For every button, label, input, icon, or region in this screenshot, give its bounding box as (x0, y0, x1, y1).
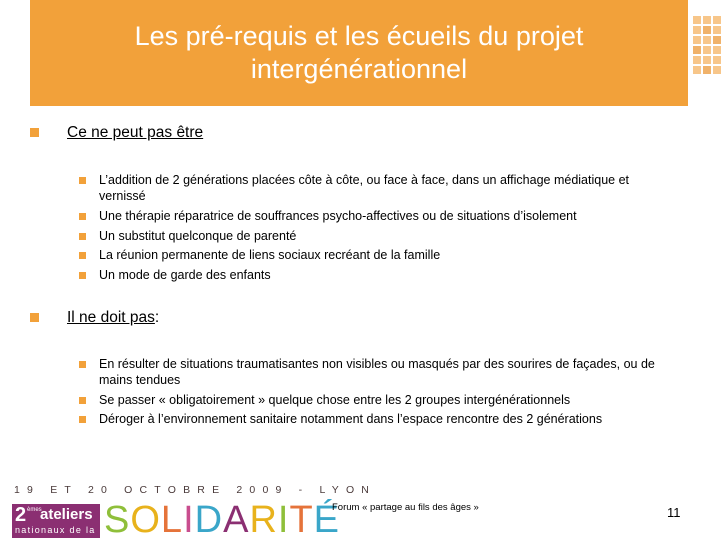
logo-number: 2 (15, 504, 27, 526)
logo-letter: I (183, 499, 195, 541)
bullet-square-icon (30, 313, 39, 322)
bullet-square-icon (79, 397, 86, 404)
logo-letter: T (289, 499, 314, 541)
section-heading-cannot-be (67, 124, 203, 142)
logo-superscript: èmes (27, 507, 42, 513)
event-dates: 19 ET 20 OCTOBRE 2009 - LYON (14, 484, 377, 496)
bullet-square-icon (79, 233, 86, 240)
heading-text: Ce ne peut pas être (67, 124, 204, 141)
list-item: Un substitut quelconque de parenté (99, 229, 297, 243)
decorative-square-pattern (693, 16, 723, 76)
slide-title: Les pré-requis et les écueils du projet intergénérationnel (134, 21, 584, 84)
solidarite-logo (12, 499, 341, 542)
bullet-square-icon (79, 177, 86, 184)
bullet-square-icon (79, 416, 86, 423)
bullet-square-icon (79, 213, 86, 220)
logo-letter: É (313, 499, 341, 541)
heading-suffix: : (154, 309, 160, 326)
list-item: Déroger à l’environnement sanitaire notamment dans l’espace rencontre des 2 générations (99, 412, 603, 426)
bullet-square-icon (79, 272, 86, 279)
logo-letter: D (194, 499, 224, 541)
logo-letter: O (130, 499, 161, 541)
bullet-square-icon (79, 252, 86, 259)
logo-letter: R (249, 499, 278, 541)
list-item: L’addition de 2 générations placées côte à côte, ou face à face, dans un affichage médiatique et vernissé (99, 173, 630, 203)
logo-ateliers: ateliers (40, 506, 93, 523)
logo-nationaux: nationaux de la (15, 525, 96, 535)
list-item: Un mode de garde des enfants (99, 268, 271, 282)
logo-solidarite-word (104, 500, 340, 540)
list-item: La réunion permanente de liens sociaux recréant de la famille (99, 248, 441, 262)
page-number: 11 (667, 505, 681, 520)
title-banner (30, 0, 688, 106)
logo-letter: I (277, 499, 290, 541)
list-item: Une thérapie réparatrice de souffrances psycho-affectives ou de situations d’isolement (99, 209, 577, 223)
bullet-square-icon (79, 361, 86, 368)
bullet-square-icon (30, 128, 39, 137)
section-heading-must-not (67, 309, 159, 327)
list-item: En résulter de situations traumatisantes non visibles ou masqués par des sourires de façades, ou de mains tendues (99, 357, 655, 387)
footer-forum-text: Forum « partage au fils des âges » (332, 502, 479, 513)
heading-text: Il ne doit pas (67, 309, 155, 326)
logo-letter: L (160, 499, 184, 541)
logo-badge (12, 504, 100, 538)
list-item: Se passer « obligatoirement » quelque chose entre les 2 groupes intergénérationnels (99, 393, 571, 407)
logo-letter: S (104, 499, 131, 541)
logo-letter: A (223, 499, 250, 541)
